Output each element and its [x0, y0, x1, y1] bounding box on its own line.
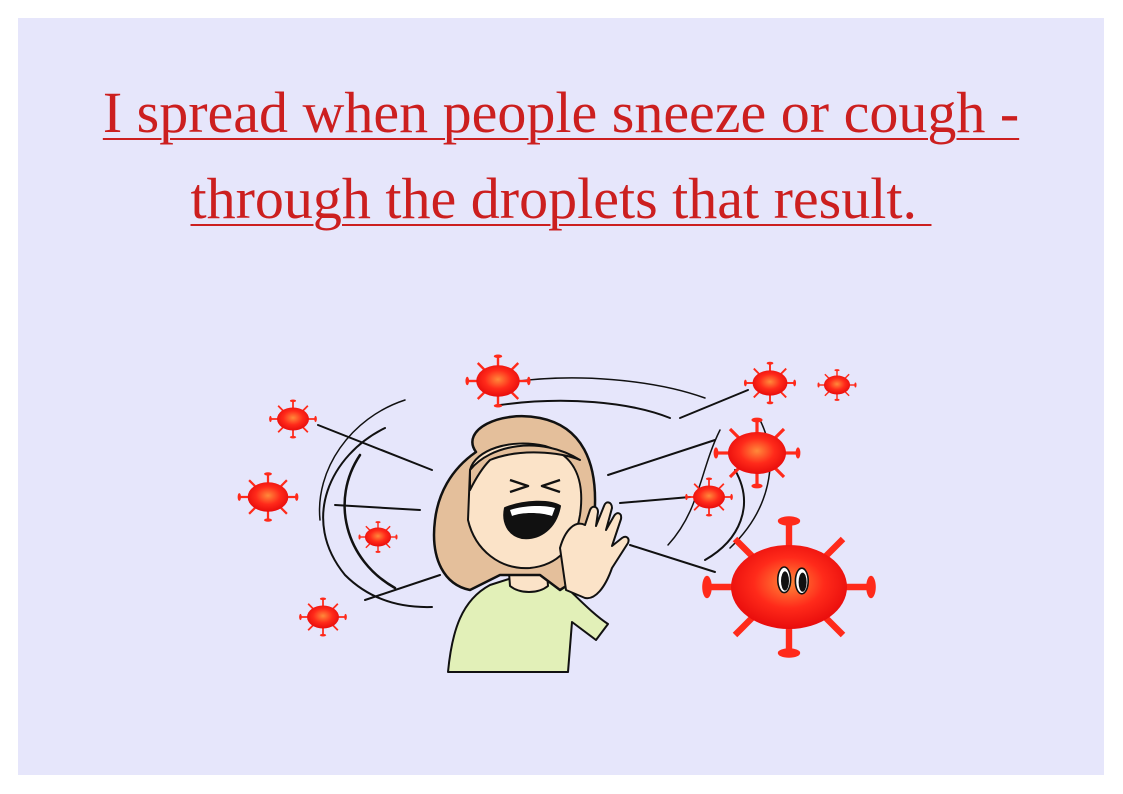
sneezing-person [434, 416, 628, 672]
germ-7 [817, 369, 856, 401]
germ-3 [358, 521, 397, 553]
germ-5 [465, 354, 530, 407]
germ-4 [299, 598, 347, 637]
germ-2 [238, 472, 299, 522]
slide-title-line-1: I spread when people sneeze or cough - [102, 80, 1020, 145]
germ-8 [714, 418, 801, 489]
germ-6 [744, 362, 796, 404]
big-germ-character [702, 516, 876, 658]
slide-title-line-2: through the droplets that result. [190, 166, 932, 231]
germ-9 [685, 478, 733, 517]
germ-1 [269, 400, 317, 439]
